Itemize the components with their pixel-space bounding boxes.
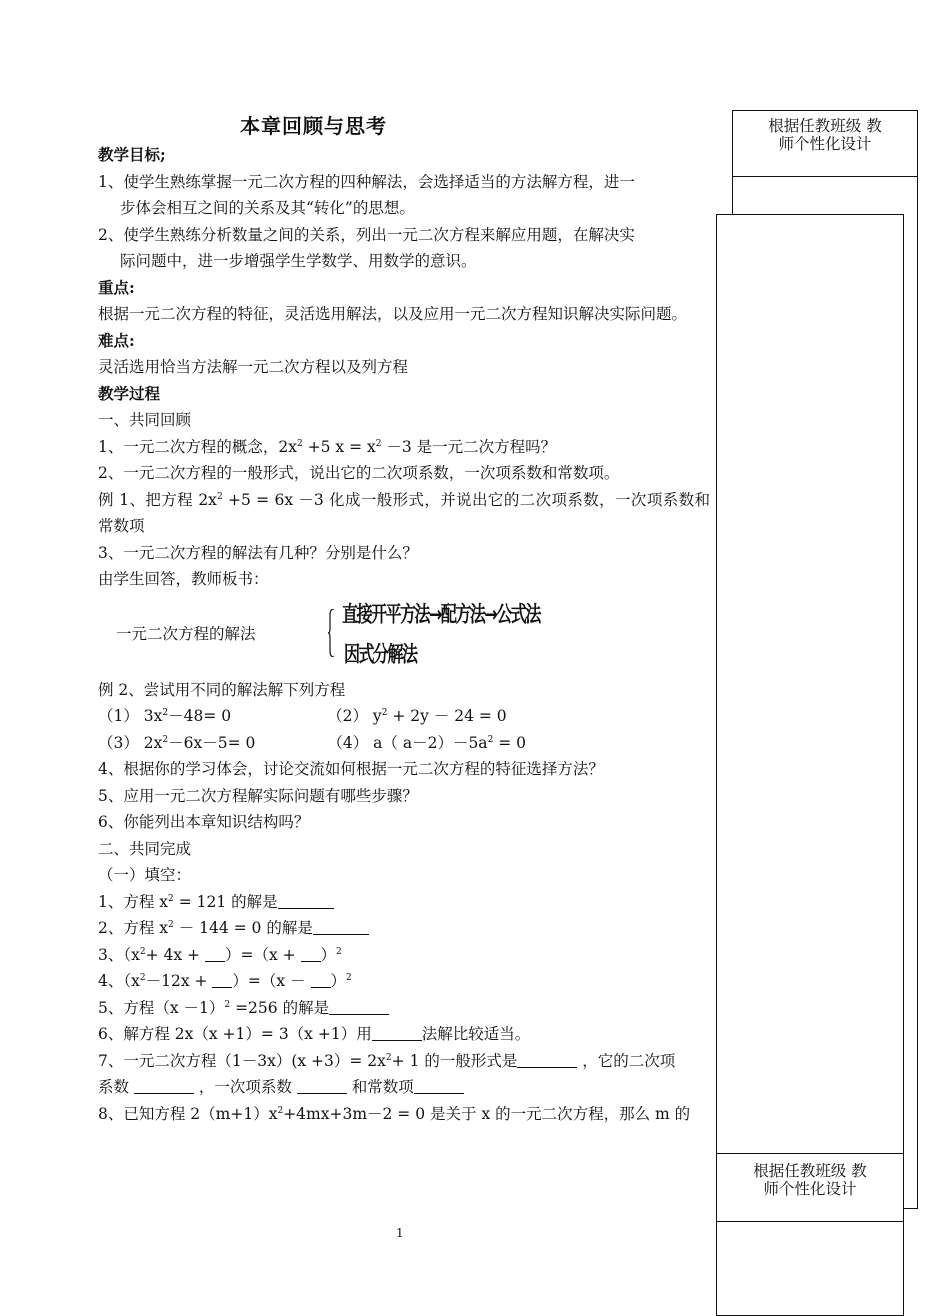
process-heading: 教学过程 bbox=[98, 383, 161, 403]
side-header-line: 师个性化设计 bbox=[763, 1180, 857, 1198]
superscript: 2 bbox=[216, 491, 223, 502]
board-intro: 由学生回答，教师板书： bbox=[98, 570, 269, 588]
fill-7-part: ，它的二次项 bbox=[577, 1051, 676, 1070]
answer-blank[interactable] bbox=[212, 973, 232, 988]
fill-4-part: 4、（x bbox=[98, 972, 140, 990]
side-notes-area-bottom[interactable] bbox=[716, 1221, 904, 1316]
fill-6-part: 法解比较适当。 bbox=[421, 1025, 531, 1043]
superscript: 2 bbox=[375, 438, 382, 449]
side-notes-area[interactable] bbox=[716, 214, 904, 1154]
fill-2-part: － 144 = 0 的解是 bbox=[173, 919, 313, 937]
answer-blank[interactable] bbox=[372, 1026, 422, 1041]
superscript: 2 bbox=[139, 946, 146, 957]
page-number: 1 bbox=[396, 1226, 404, 1240]
side-header-line: 师个性化设计 bbox=[778, 135, 872, 153]
equations-row-1 bbox=[98, 703, 710, 730]
question-1-part: 1、一元二次方程的概念，2x bbox=[98, 437, 297, 456]
superscript: 2 bbox=[139, 973, 146, 983]
answer-blank[interactable] bbox=[301, 947, 321, 962]
methods-line-2: 因式分解法 bbox=[344, 640, 417, 667]
question-3: 3、一元二次方程的解法有几种？分别是什么？ bbox=[98, 543, 418, 562]
objectives-heading: 教学目标; bbox=[98, 145, 166, 164]
fill-4 bbox=[98, 968, 710, 995]
fill-3-part: ） bbox=[320, 945, 337, 964]
superscript: 2 bbox=[224, 999, 231, 1010]
methods-line-1: 直接开平方法→配方法→公式法 bbox=[342, 600, 540, 627]
objective-1-line-1: 1、使学生熟练掌握一元二次方程的四种解法，会选择适当的方法解方程，进一 bbox=[98, 172, 635, 191]
fill-7-part: 和常数项 bbox=[346, 1078, 414, 1096]
answer-blank[interactable] bbox=[329, 1000, 389, 1015]
example-1 bbox=[98, 487, 710, 540]
equation-2: + 2y － 24 = 0 bbox=[387, 707, 507, 725]
question-2: 2、一元二次方程的一般形式，说出它的二次项系数，一次项系数和常数项。 bbox=[98, 464, 620, 482]
fill-8-part: +4mx+3m－2 = 0 是关于 x 的一元二次方程，那么 m 的 bbox=[283, 1104, 691, 1123]
question-4: 4、根据你的学习体会，讨论交流如何根据一元二次方程的特征选择方法？ bbox=[98, 760, 604, 778]
fill-5 bbox=[98, 995, 710, 1022]
key-points-text: 根据一元二次方程的特征，灵活选用解法，以及应用一元二次方程知识解决实际问题。 bbox=[98, 305, 688, 323]
answer-blank[interactable] bbox=[134, 1079, 194, 1094]
answer-blank[interactable] bbox=[414, 1079, 464, 1094]
fill-2 bbox=[98, 915, 710, 942]
fill-6 bbox=[98, 1021, 710, 1048]
side-header-top-text bbox=[732, 117, 918, 153]
section-2-heading: 二、共同完成 bbox=[98, 839, 192, 858]
answer-blank[interactable] bbox=[313, 920, 369, 935]
fill-1-part: = 121 的解是 bbox=[173, 892, 278, 911]
fill-7-line-2 bbox=[98, 1074, 710, 1101]
fill-1 bbox=[98, 889, 710, 916]
fill-4-part: ）=（x － bbox=[232, 972, 311, 990]
answer-blank[interactable] bbox=[297, 1079, 347, 1094]
fill-3-part: ）=（x + bbox=[224, 945, 301, 964]
superscript: 2 bbox=[487, 734, 494, 745]
objective-2-line-1: 2、使学生熟练分析数量之间的关系，列出一元二次方程来解应用题，在解决实 bbox=[98, 225, 635, 244]
answer-blank[interactable] bbox=[205, 947, 225, 962]
superscript: 2 bbox=[336, 946, 342, 957]
question-1-part: +5 x = x bbox=[302, 437, 376, 456]
question-1-part: －3 是一元二次方程吗？ bbox=[381, 437, 557, 456]
superscript: 2 bbox=[385, 1052, 392, 1063]
fill-8 bbox=[98, 1101, 710, 1128]
fill-3-part: + 4x + bbox=[145, 945, 205, 964]
fill-in-heading: （一）填空： bbox=[98, 866, 192, 884]
fill-5-part: 5、方程（x －1） bbox=[98, 998, 225, 1017]
superscript: 2 bbox=[168, 920, 174, 930]
fill-4-part: －12x + bbox=[145, 972, 213, 990]
fill-7-part: 系数 bbox=[98, 1078, 134, 1096]
equation-1: （1） 3x bbox=[98, 707, 163, 725]
equation-2: （2） y bbox=[327, 707, 382, 725]
equation-4: = 0 bbox=[493, 733, 526, 752]
superscript: 2 bbox=[168, 893, 174, 904]
brace-icon bbox=[328, 609, 336, 657]
superscript: 2 bbox=[296, 438, 303, 449]
example-2: 例 2、尝试用不同的解法解下列方程 bbox=[98, 680, 346, 699]
fill-8-part: 8、已知方程 2（m+1）x bbox=[98, 1104, 278, 1123]
question-1 bbox=[98, 434, 710, 461]
equation-4: （4） a（ a－2）－5a bbox=[327, 733, 488, 752]
superscript: 2 bbox=[381, 708, 388, 718]
objective-2-line-2: 际问题中，进一步增强学生学数学、用数学的意识。 bbox=[120, 252, 477, 270]
methods-label: 一元二次方程的解法 bbox=[116, 624, 256, 643]
superscript: 2 bbox=[346, 973, 352, 983]
difficulty-heading: 难点: bbox=[98, 330, 135, 350]
fill-3 bbox=[98, 942, 710, 969]
fill-1-part: 1、方程 x bbox=[98, 892, 169, 911]
objective-1-line-2: 步体会相互之间的关系及其“转化”的思想。 bbox=[120, 199, 415, 217]
equation-1: －48= 0 bbox=[168, 707, 232, 725]
question-5: 5、应用一元二次方程解实际问题有哪些步骤？ bbox=[98, 786, 418, 805]
key-points-heading: 重点: bbox=[98, 277, 135, 297]
equation-3: －6x－5= 0 bbox=[168, 733, 256, 752]
answer-blank[interactable] bbox=[517, 1053, 577, 1068]
side-header-line: 根据任教班级 教 bbox=[753, 1162, 867, 1180]
fill-5-part: =256 的解是 bbox=[230, 998, 330, 1017]
question-6: 6、你能列出本章知识结构吗？ bbox=[98, 813, 310, 831]
example-1-part: +5 = 6x －3 化成一般形式，并说出它的二次项系数，一次项系数和常数项 bbox=[98, 490, 710, 535]
side-header-bottom-text bbox=[716, 1162, 904, 1198]
fill-4-part: ） bbox=[330, 972, 347, 990]
answer-blank[interactable] bbox=[311, 973, 331, 988]
equation-3: （3） 2x bbox=[98, 733, 163, 752]
fill-7-part: ，一次项系数 bbox=[193, 1078, 297, 1096]
section-1-heading: 一、共同回顾 bbox=[98, 411, 192, 429]
fill-7-line-1 bbox=[98, 1048, 710, 1075]
superscript: 2 bbox=[162, 708, 169, 718]
fill-3-part: 3、（x bbox=[98, 945, 140, 964]
side-header-line: 根据任教班级 教 bbox=[768, 117, 882, 135]
superscript: 2 bbox=[162, 734, 169, 745]
fill-2-part: 2、方程 x bbox=[98, 919, 169, 937]
fill-7-part: + 1 的一般形式是 bbox=[391, 1051, 518, 1070]
superscript: 2 bbox=[277, 1105, 284, 1116]
lesson-content bbox=[98, 142, 710, 1127]
example-1-part: 例 1、把方程 2x bbox=[98, 490, 217, 509]
equations-row-2 bbox=[98, 730, 710, 757]
fill-7-part: 7、一元二次方程（1－3x）(x +3）= 2x bbox=[98, 1051, 386, 1070]
answer-blank[interactable] bbox=[278, 894, 334, 909]
page-title: 本章回顾与思考 bbox=[240, 114, 387, 138]
fill-6-part: 6、解方程 2x（x +1）= 3（x +1）用 bbox=[98, 1025, 372, 1043]
difficulty-text: 灵活选用恰当方法解一元二次方程以及列方程 bbox=[98, 358, 409, 376]
solution-methods-figure bbox=[98, 593, 710, 677]
